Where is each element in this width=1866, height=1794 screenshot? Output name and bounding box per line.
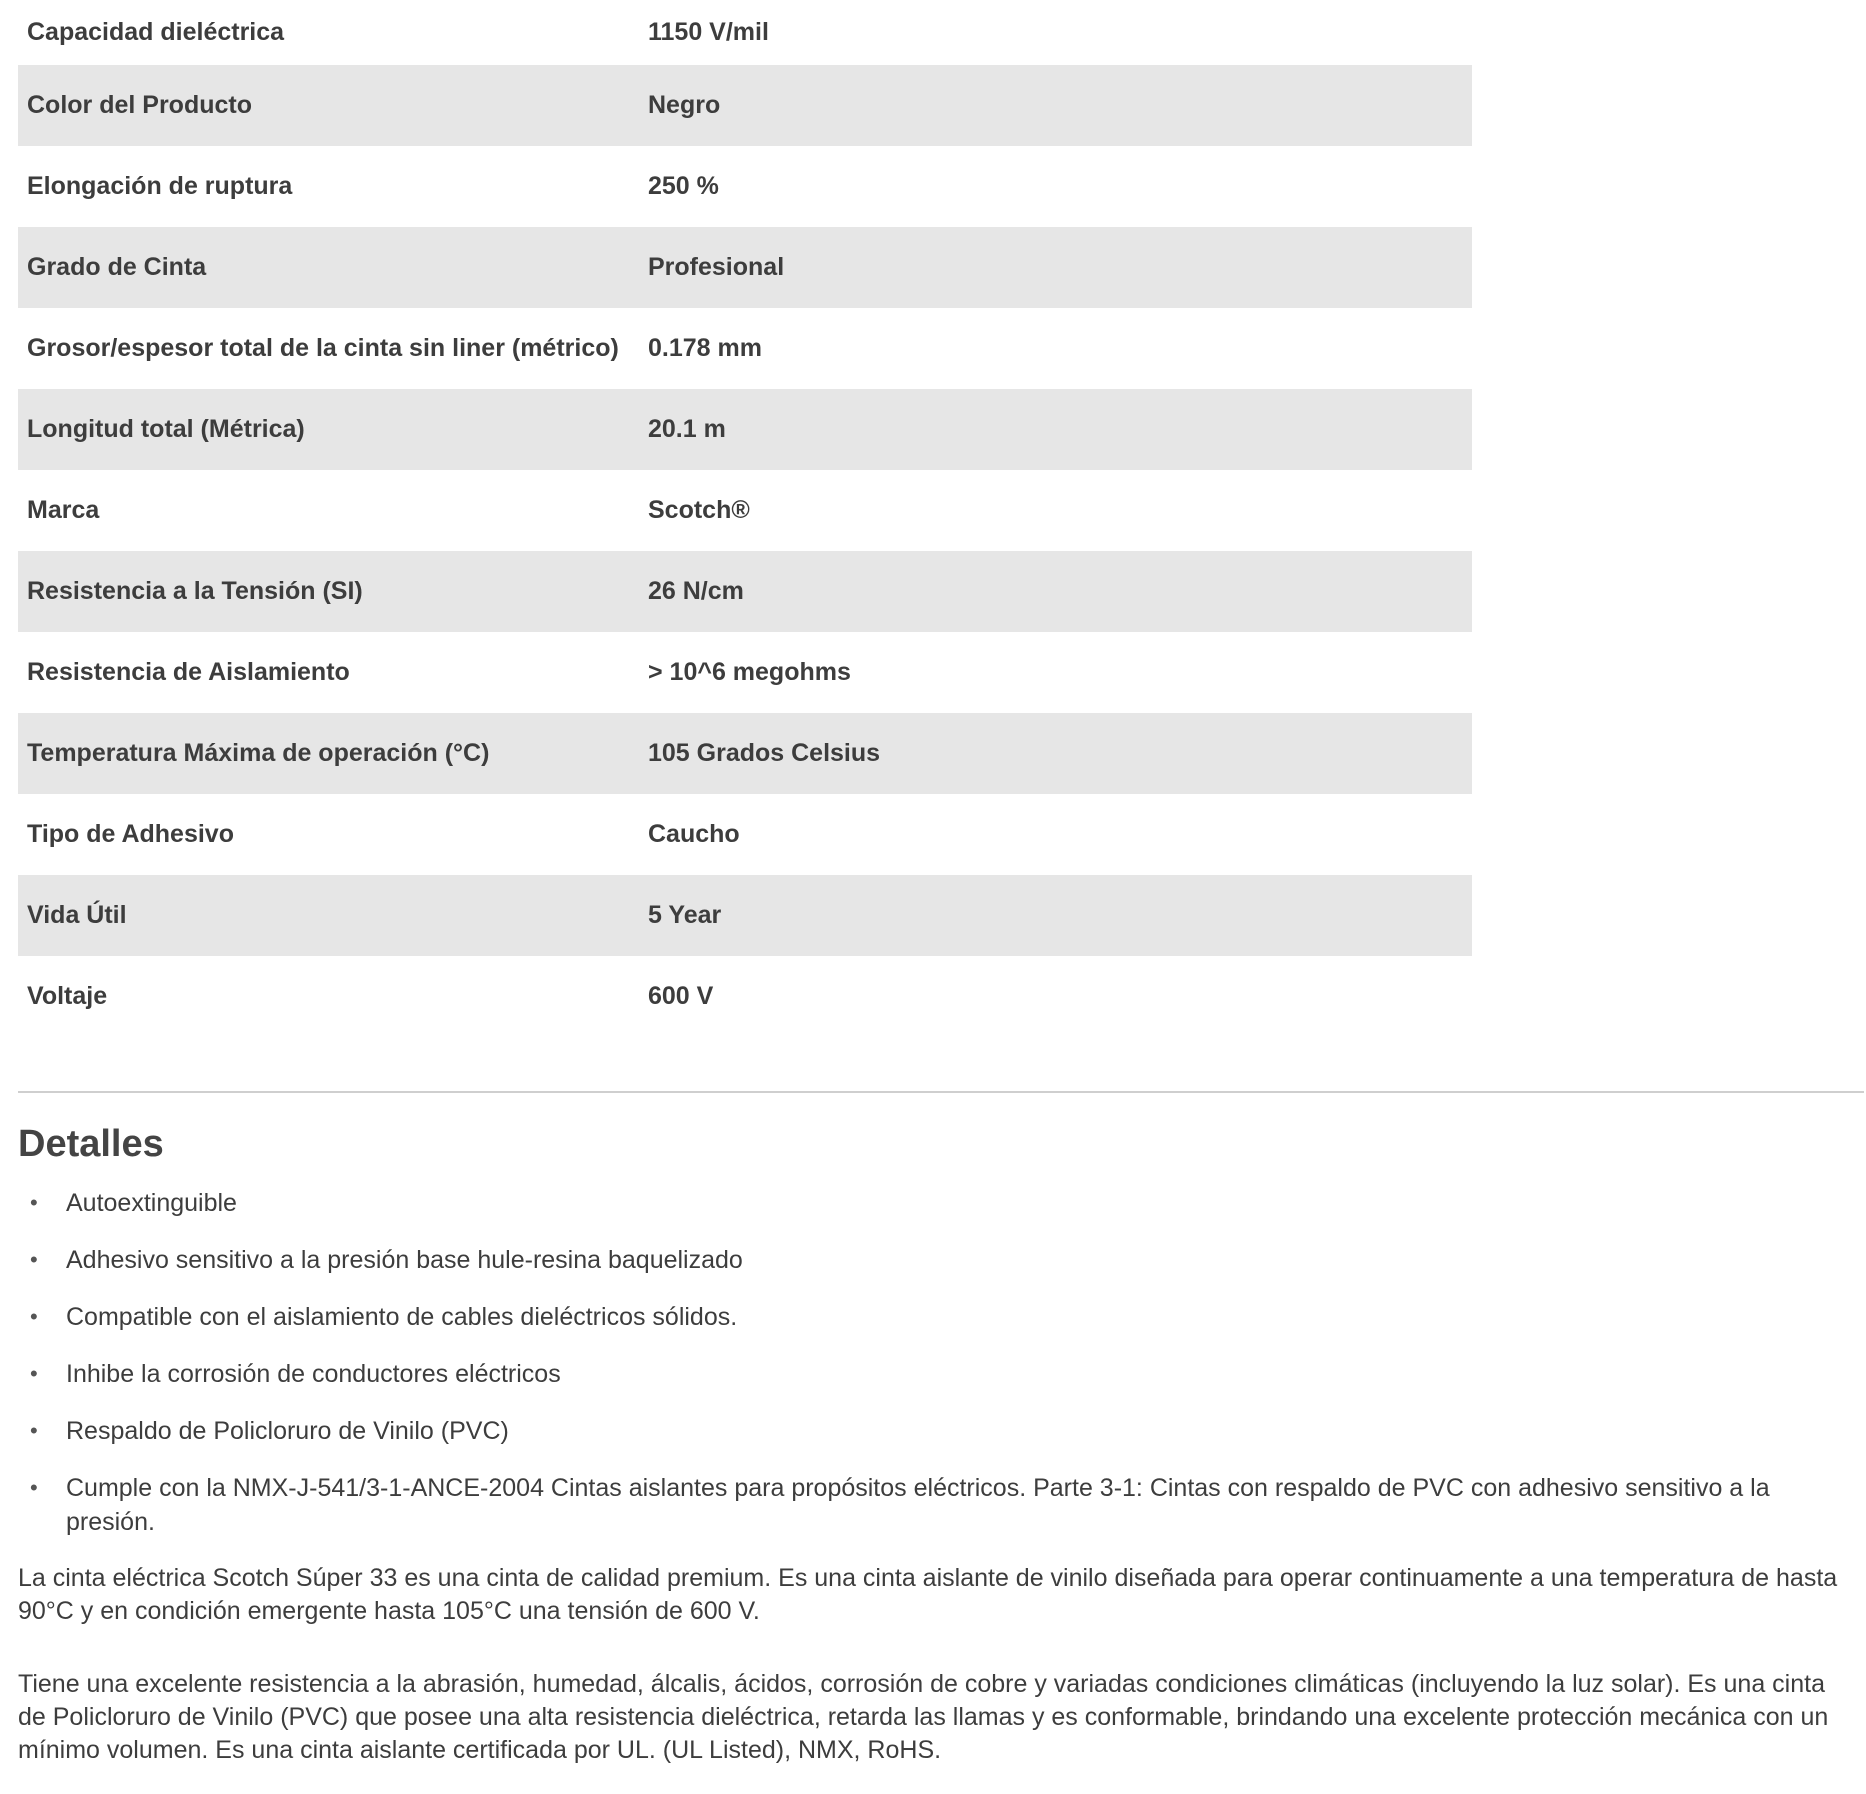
spec-label: Voltaje [27, 982, 108, 1010]
spec-value: 250 % [648, 172, 719, 200]
details-section [18, 1118, 1848, 1767]
spec-row-thickness [18, 308, 1472, 389]
details-title: Detalles [18, 1123, 164, 1165]
spec-label: Tipo de Adhesivo [27, 820, 234, 848]
spec-label: Marca [27, 496, 100, 524]
list-item-text: Adhesivo sensitivo a la presión base hule-resina baquelizado [66, 1246, 743, 1274]
description-paragraph: La cinta eléctrica Scotch Súper 33 es una cinta de calidad premium. Es una cinta aislante de vinilo diseñada para operar continuamente a una temperatura de hasta 90°C y en condición emergente hasta 105°C una tensión de 600 V. [18, 1564, 1838, 1625]
spec-label: Vida Útil [18, 875, 622, 956]
spec-value: 20.1 m [622, 389, 1472, 470]
spec-row-adhesive-type [18, 794, 1472, 875]
spec-value: 5 Year [622, 875, 1472, 956]
spec-row-shelf-life [18, 875, 1472, 956]
spec-value: Negro [622, 65, 1472, 146]
list-item-text: Autoextinguible [66, 1189, 237, 1217]
spec-row-brand [18, 470, 1472, 551]
list-item [18, 1243, 1848, 1277]
spec-row-voltage [18, 956, 1472, 1037]
bullet-icon: • [30, 1475, 38, 1500]
bullet-icon: • [30, 1361, 38, 1386]
list-item [18, 1186, 1848, 1220]
list-item-text: Cumple con la NMX-J-541/3-1-ANCE-2004 Cintas aislantes para propósitos eléctricos. Parte 3-1: Cintas con respaldo de PVC con adhesivo sensitivo a la presión. [66, 1474, 1770, 1536]
spec-label: Grosor/espesor total de la cinta sin liner (métrico) [27, 334, 619, 362]
spec-label: Color del Producto [18, 65, 622, 146]
spec-label: Grado de Cinta [18, 227, 622, 308]
spec-value: 0.178 mm [648, 334, 762, 362]
list-item [18, 1471, 1848, 1539]
spec-value: 26 N/cm [622, 551, 1472, 632]
spec-row-length [18, 389, 1472, 470]
spec-row-tape-grade [18, 227, 1472, 308]
spec-row-tensile-strength [18, 551, 1472, 632]
details-list [18, 1186, 1848, 1539]
spec-row-insulation-resistance [18, 632, 1472, 713]
spec-row-elongation [18, 146, 1472, 227]
bullet-icon: • [30, 1418, 38, 1443]
spec-row-dielectric-capacity [18, 0, 1472, 65]
list-item-text: Compatible con el aislamiento de cables dieléctricos sólidos. [66, 1303, 738, 1331]
list-item-text: Inhibe la corrosión de conductores eléctricos [66, 1360, 561, 1388]
spec-row-product-color [18, 65, 1472, 146]
bullet-icon: • [30, 1304, 38, 1329]
spec-value: Scotch® [648, 496, 750, 524]
list-item-text: Respaldo de Policloruro de Vinilo (PVC) [66, 1417, 509, 1445]
specifications-table [18, 0, 1472, 1037]
spec-label: Longitud total (Métrica) [18, 389, 622, 470]
description-paragraph: Tiene una excelente resistencia a la abrasión, humedad, álcalis, ácidos, corrosión de cobre y variadas condiciones climáticas (incluyendo la luz solar). Es una cinta de Policloruro de Vinilo (PVC) que posee una alta resistencia dieléctrica, retarda las llamas y es conformable, brindando una excelente protección mecánica con un mínimo volumen. Es una cinta aislante certificada por UL. (UL Listed), NMX, RoHS. [18, 1670, 1829, 1764]
list-item [18, 1357, 1848, 1391]
list-item [18, 1414, 1848, 1448]
list-item [18, 1300, 1848, 1334]
spec-value: > 10^6 megohms [648, 658, 851, 686]
spec-row-max-temperature [18, 713, 1472, 794]
spec-value: Profesional [622, 227, 1472, 308]
bullet-icon: • [30, 1190, 38, 1215]
spec-label: Resistencia a la Tensión (SI) [18, 551, 622, 632]
spec-value: 600 V [648, 982, 714, 1010]
spec-value: 105 Grados Celsius [622, 713, 1472, 794]
spec-label: Temperatura Máxima de operación (°C) [18, 713, 622, 794]
bullet-icon: • [30, 1247, 38, 1272]
spec-label: Resistencia de Aislamiento [27, 658, 350, 686]
section-divider [18, 1091, 1864, 1093]
spec-label: Capacidad dieléctrica [27, 18, 285, 46]
spec-label: Elongación de ruptura [27, 172, 293, 200]
spec-value: 1150 V/mil [648, 18, 769, 46]
spec-value: Caucho [648, 820, 740, 848]
